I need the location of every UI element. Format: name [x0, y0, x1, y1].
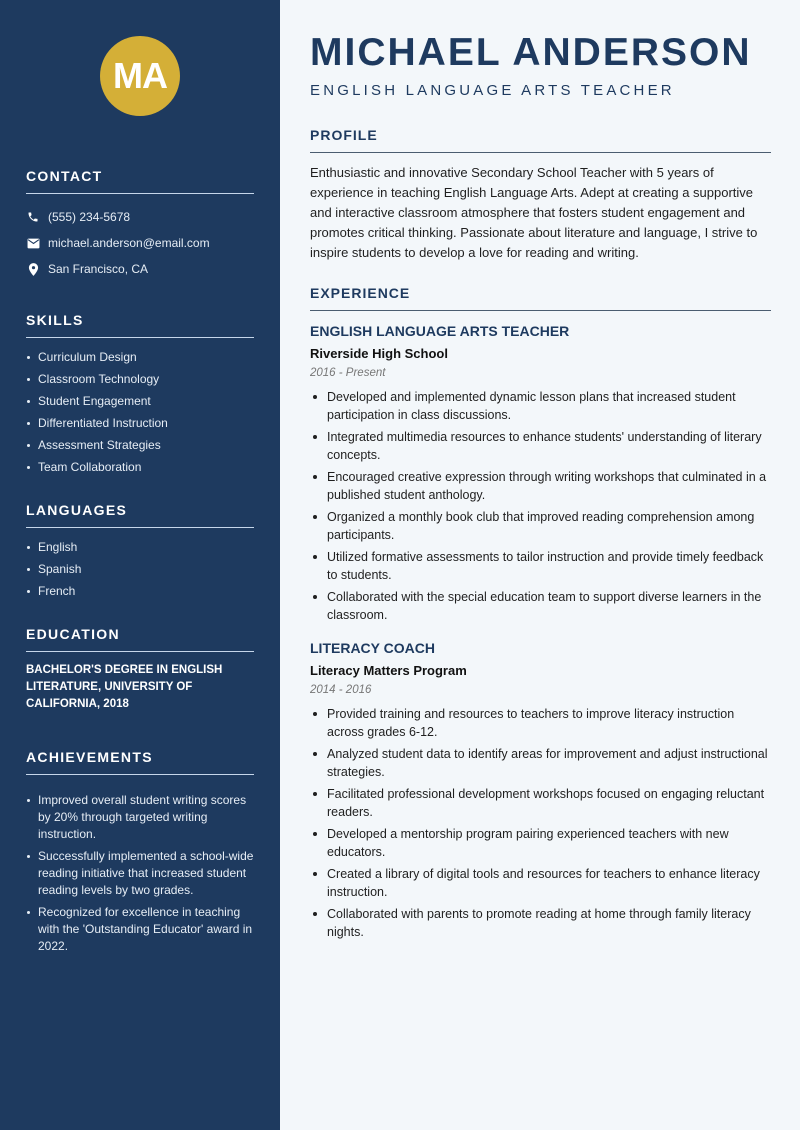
- job-bullet: Developed a mentorship program pairing experienced teachers with new educators.: [310, 825, 771, 861]
- skill-item: Team Collaboration: [26, 459, 254, 476]
- location-pin-icon: [26, 262, 40, 276]
- skill-item: Classroom Technology: [26, 371, 254, 388]
- job-entry: [310, 323, 771, 624]
- achievement-item: Improved overall student writing scores by 20% through targeted writing instruction.: [26, 792, 254, 843]
- job-bullet: Developed and implemented dynamic lesson plans that increased student participation in class discussions.: [310, 388, 771, 424]
- contact-email: [26, 230, 254, 256]
- job-dates: 2016 - Present: [310, 367, 386, 379]
- skill-item: Curriculum Design: [26, 349, 254, 366]
- job-role: LITERACY COACH: [310, 640, 435, 656]
- candidate-name: MICHAEL ANDERSON: [310, 31, 752, 74]
- skills-section: [26, 312, 254, 476]
- education-heading: EDUCATION: [26, 626, 254, 652]
- sidebar: [0, 0, 280, 1130]
- experience-section: [310, 285, 771, 941]
- job-bullet: Provided training and resources to teachers to improve literacy instruction across grades 6-12.: [310, 705, 771, 741]
- skills-heading: SKILLS: [26, 312, 254, 338]
- contact-phone: [26, 204, 254, 230]
- achievements-heading: ACHIEVEMENTS: [26, 749, 254, 775]
- job-role: ENGLISH LANGUAGE ARTS TEACHER: [310, 323, 570, 339]
- job-bullet: Utilized formative assessments to tailor instruction and provide timely feedback to students.: [310, 548, 771, 584]
- languages-heading: LANGUAGES: [26, 502, 254, 528]
- education-section: [26, 626, 254, 713]
- job-bullet: Encouraged creative expression through writing workshops that culminated in a published student anthology.: [310, 468, 771, 504]
- skill-item: Assessment Strategies: [26, 437, 254, 454]
- achievement-item: Successfully implemented a school-wide reading initiative that increased student reading levels by two grades.: [26, 848, 254, 899]
- phone-icon: [26, 210, 40, 224]
- job-bullets: [310, 388, 771, 624]
- language-item: Spanish: [26, 561, 254, 578]
- job-bullets: [310, 705, 771, 941]
- job-dates: 2014 - 2016: [310, 684, 372, 696]
- profile-text: Enthusiastic and innovative Secondary School Teacher with 5 years of experience in teaching English Language Arts. Adept at creating a supportive and interactive classroom atmosphere that fosters student engagement and promotes critical thinking. Passionate about literature and language, I strive to inspire students to develop a love for reading and writing.: [310, 165, 758, 260]
- profile-heading: PROFILE: [310, 127, 771, 153]
- email-icon: [26, 236, 40, 250]
- job-entry: [310, 640, 771, 941]
- avatar-initials: MA: [113, 55, 167, 96]
- job-company: Riverside High School: [310, 346, 448, 361]
- experience-heading: EXPERIENCE: [310, 285, 771, 311]
- job-company: Literacy Matters Program: [310, 663, 467, 678]
- contact-section: [26, 168, 254, 282]
- education-entry: BACHELOR'S DEGREE IN ENGLISH LITERATURE, UNIVERSITY OF CALIFORNIA, 2018: [26, 664, 223, 710]
- job-bullet: Created a library of digital tools and resources for teachers to enhance literacy instruction.: [310, 865, 771, 901]
- skill-item: Student Engagement: [26, 393, 254, 410]
- language-item: French: [26, 583, 254, 600]
- profile-section: [310, 127, 771, 263]
- email-text[interactable]: michael.anderson@email.com: [48, 236, 210, 250]
- achievements-section: [26, 749, 254, 955]
- candidate-title: ENGLISH LANGUAGE ARTS TEACHER: [310, 82, 675, 99]
- contact-list: [26, 204, 254, 282]
- language-item: English: [26, 539, 254, 556]
- job-bullet: Organized a monthly book club that improved reading comprehension among participants.: [310, 508, 771, 544]
- location-text: San Francisco, CA: [48, 262, 149, 276]
- languages-list: [26, 539, 254, 600]
- languages-section: [26, 502, 254, 600]
- avatar: [100, 36, 180, 116]
- job-bullet: Collaborated with the special education team to support diverse learners in the classroom.: [310, 588, 771, 624]
- main-content: [280, 0, 800, 1130]
- job-bullet: Collaborated with parents to promote reading at home through family literacy nights.: [310, 905, 771, 941]
- skills-list: [26, 349, 254, 476]
- job-bullet: Integrated multimedia resources to enhance students' understanding of literary concepts.: [310, 428, 771, 464]
- job-bullet: Analyzed student data to identify areas for improvement and adjust instructional strategies.: [310, 745, 771, 781]
- contact-location: [26, 256, 254, 282]
- job-bullet: Facilitated professional development workshops focused on engaging reluctant readers.: [310, 785, 771, 821]
- contact-heading: CONTACT: [26, 168, 254, 194]
- achievement-item: Recognized for excellence in teaching with the 'Outstanding Educator' award in 2022.: [26, 904, 254, 955]
- achievements-list: [26, 792, 254, 955]
- phone-text[interactable]: (555) 234-5678: [48, 210, 131, 224]
- skill-item: Differentiated Instruction: [26, 415, 254, 432]
